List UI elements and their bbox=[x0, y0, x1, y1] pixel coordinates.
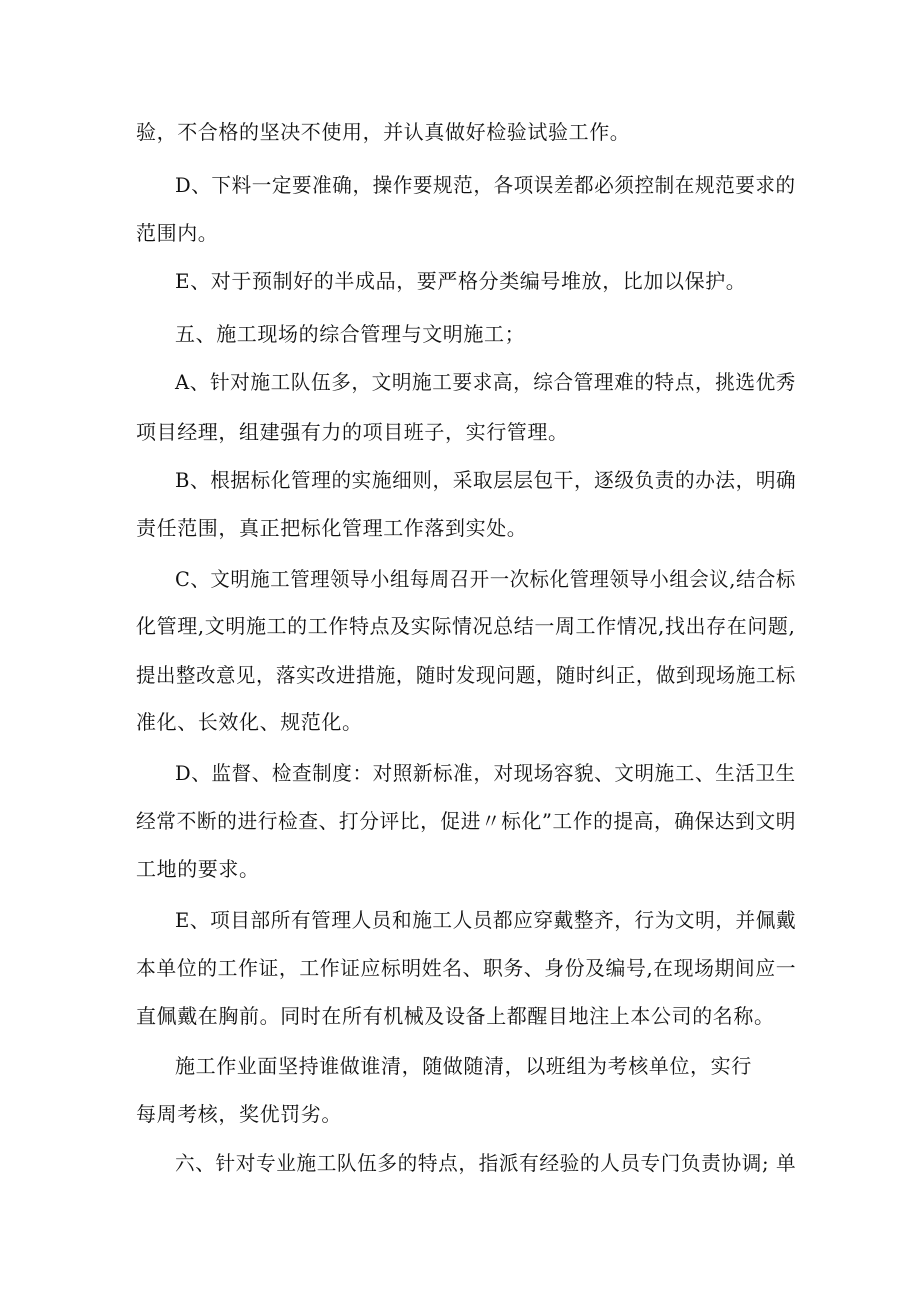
text-line: 范围内。 bbox=[136, 221, 219, 245]
text-line: E、项目部所有管理人员和施工人员都应穿戴整齐，行为文明，并佩戴 bbox=[175, 908, 797, 932]
text-line: 项目经理，组建强有力的项目班子，实行管理。 bbox=[136, 420, 569, 444]
text-line: 工地的要求。 bbox=[136, 857, 260, 881]
text-line: 经常不断的进行检查、打分评比，促进〃标化”工作的提高，确保达到文明 bbox=[136, 809, 797, 833]
text-line: 施工作业面坚持谁做谁清，随做随清，以班组为考核单位，实行 bbox=[175, 1054, 752, 1078]
text-line: 验，不合格的坚决不使用，并认真做好检验试验工作。 bbox=[136, 120, 631, 144]
text-line: 责任范围，真正把标化管理工作落到实处。 bbox=[136, 516, 528, 540]
text-line: E、对于预制好的半成品，要严格分类编号堆放，比加以保护。 bbox=[175, 269, 747, 293]
section-heading: 六、针对专业施工队伍多的特点，指派有经验的人员专门负责协调; 单 bbox=[175, 1151, 797, 1175]
text-line: 每周考核，奖优罚劣。 bbox=[136, 1102, 342, 1126]
text-line: 直佩戴在胸前。同时在所有机械及设备上都醒目地注上本公司的名称。 bbox=[136, 1004, 775, 1028]
text-line: 本单位的工作证，工作证应标明姓名、职务、身份及编号,在现场期间应一 bbox=[136, 956, 797, 980]
text-line: B、根据标化管理的实施细则，采取层层包干，逐级负责的办法，明确 bbox=[175, 468, 797, 492]
text-line: 准化、长效化、规范化。 bbox=[136, 710, 363, 734]
section-heading: 五、施工现场的综合管理与文明施工； bbox=[175, 322, 526, 346]
text-line: 化管理,文明施工的工作特点及实际情况总结一周工作情况,找出存在问题, bbox=[136, 614, 796, 638]
text-line: D、下料一定要准确，操作要规范，各项误差都必须控制在规范要求的 bbox=[175, 173, 796, 197]
text-line: D、监督、检查制度：对照新标准，对现场容貌、文明施工、生活卫生 bbox=[175, 761, 796, 785]
text-line: 提出整改意见，落实改进措施，随时发现问题，随时纠正，做到现场施工标 bbox=[136, 663, 796, 687]
text-line: C、文明施工管理领导小组每周召开一次标化管理领导小组会议,结合标 bbox=[175, 567, 796, 591]
text-line: A、针对施工队伍多，文明施工要求高，综合管理难的特点，挑选优秀 bbox=[175, 370, 797, 394]
